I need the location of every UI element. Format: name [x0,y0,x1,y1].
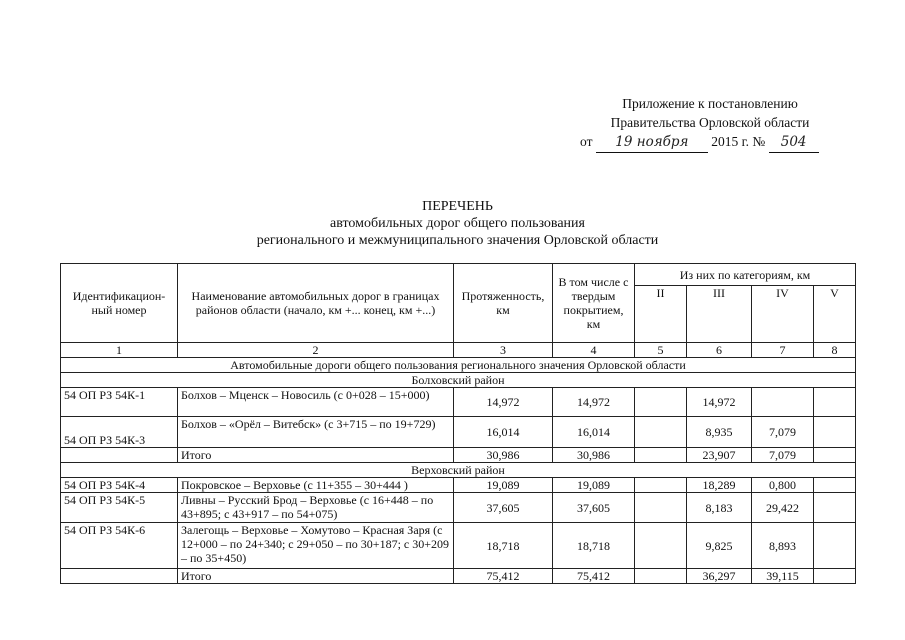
total-length: 75,412 [454,569,553,584]
total-paved: 30,986 [553,448,635,463]
total-label: Итого [178,569,454,584]
total-cat-2 [635,569,687,584]
row-cat-5 [814,478,856,493]
row-name: Покровское – Верховье (с 11+355 – 30+444 ) [178,478,454,493]
total-cat-5 [814,569,856,584]
header-paved: В том числе с твердым покрытием, км [553,264,635,343]
row-name: Залегощь – Верховье – Хомутово – Красная Заря (с 12+000 – по 24+340; с 29+050 – по 30+187; с 30+209 – по 35+450) [178,523,454,569]
row-length: 18,718 [454,523,553,569]
approval-line-2: Правительства Орловской области [610,115,810,130]
total-cat-3: 36,297 [687,569,752,584]
row-paved: 37,605 [553,493,635,523]
header-cat-2: II [635,286,687,343]
row-name: Болхов – «Орёл – Витебск» (с 3+715 – по 19+729) [178,417,454,448]
total-cat-2 [635,448,687,463]
table-row [61,523,856,569]
row-cat-5 [814,523,856,569]
row-cat-4: 0,800 [752,478,814,493]
table-row [61,493,856,523]
row-length: 16,014 [454,417,553,448]
from-label: от [580,134,593,149]
table-row [61,417,856,448]
row-length: 19,089 [454,478,553,493]
total-id [61,448,178,463]
row-cat-3: 18,289 [687,478,752,493]
row-paved: 19,089 [553,478,635,493]
col-number: 4 [553,343,635,358]
row-id: 54 ОП РЗ 54К-4 [61,478,178,493]
title-line-3: регионального и межмуниципального значения Орловской области [256,233,659,248]
total-row [61,569,856,584]
row-cat-4: 29,422 [752,493,814,523]
row-paved: 16,014 [553,417,635,448]
total-row [61,448,856,463]
title-line-2: автомобильных дорог общего пользования [330,216,585,231]
total-cat-5 [814,448,856,463]
row-cat-2 [635,478,687,493]
row-name: Ливны – Русский Брод – Верховье (с 16+448 – по 43+895; с 43+917 – по 54+075) [178,493,454,523]
table-row [61,388,856,417]
row-cat-2 [635,523,687,569]
row-id: 54 ОП РЗ 54К-6 [61,523,178,569]
row-cat-5 [814,493,856,523]
row-id: 54 ОП РЗ 54К-5 [61,493,178,523]
row-cat-4: 8,893 [752,523,814,569]
header-length: Протяженность, км [454,264,553,343]
row-cat-3: 8,183 [687,493,752,523]
section-title: Автомобильные дороги общего пользования регионального значения Орловской области [61,358,856,373]
row-cat-3: 14,972 [687,388,752,417]
row-name: Болхов – Мценск – Новосиль (с 0+028 – 15+000) [178,388,454,417]
total-length: 30,986 [454,448,553,463]
row-cat-5 [814,388,856,417]
handwritten-date: 19 ноября [596,133,708,153]
approval-block [580,94,840,153]
header-cat-3: III [687,286,752,343]
district-title: Болховский район [61,373,856,388]
total-label: Итого [178,448,454,463]
total-paved: 75,412 [553,569,635,584]
row-cat-5 [814,417,856,448]
total-cat-4: 39,115 [752,569,814,584]
row-cat-3: 8,935 [687,417,752,448]
total-cat-3: 23,907 [687,448,752,463]
row-cat-4 [752,388,814,417]
header-categories: Из них по категориям, км [635,264,856,286]
roads-table [60,263,856,584]
approval-line-1: Приложение к постановлению [622,96,798,111]
title-line-1: ПЕРЕЧЕНЬ [422,199,493,214]
col-number: 3 [454,343,553,358]
row-id: 54 ОП РЗ 54К-3 [61,417,178,448]
year-label: 2015 г. № [711,134,766,149]
header-id: Идентификацион-ный номер [61,264,178,343]
col-number: 1 [61,343,178,358]
approval-date-line [580,132,840,153]
total-id [61,569,178,584]
row-cat-2 [635,388,687,417]
document-title [60,198,855,249]
row-paved: 14,972 [553,388,635,417]
total-cat-4: 7,079 [752,448,814,463]
row-length: 14,972 [454,388,553,417]
table-row [61,478,856,493]
row-cat-3: 9,825 [687,523,752,569]
district-title: Верховский район [61,463,856,478]
row-cat-2 [635,493,687,523]
handwritten-number: 504 [769,133,819,153]
row-paved: 18,718 [553,523,635,569]
header-cat-5: V [814,286,856,343]
header-cat-4: IV [752,286,814,343]
col-number: 5 [635,343,687,358]
row-cat-4: 7,079 [752,417,814,448]
row-cat-2 [635,417,687,448]
row-length: 37,605 [454,493,553,523]
col-number: 8 [814,343,856,358]
col-number: 6 [687,343,752,358]
col-number: 7 [752,343,814,358]
col-number: 2 [178,343,454,358]
header-name: Наименование автомобильных дорог в границах районов области (начало, км +... конец, км +...) [178,264,454,343]
row-id: 54 ОП РЗ 54К-1 [61,388,178,417]
